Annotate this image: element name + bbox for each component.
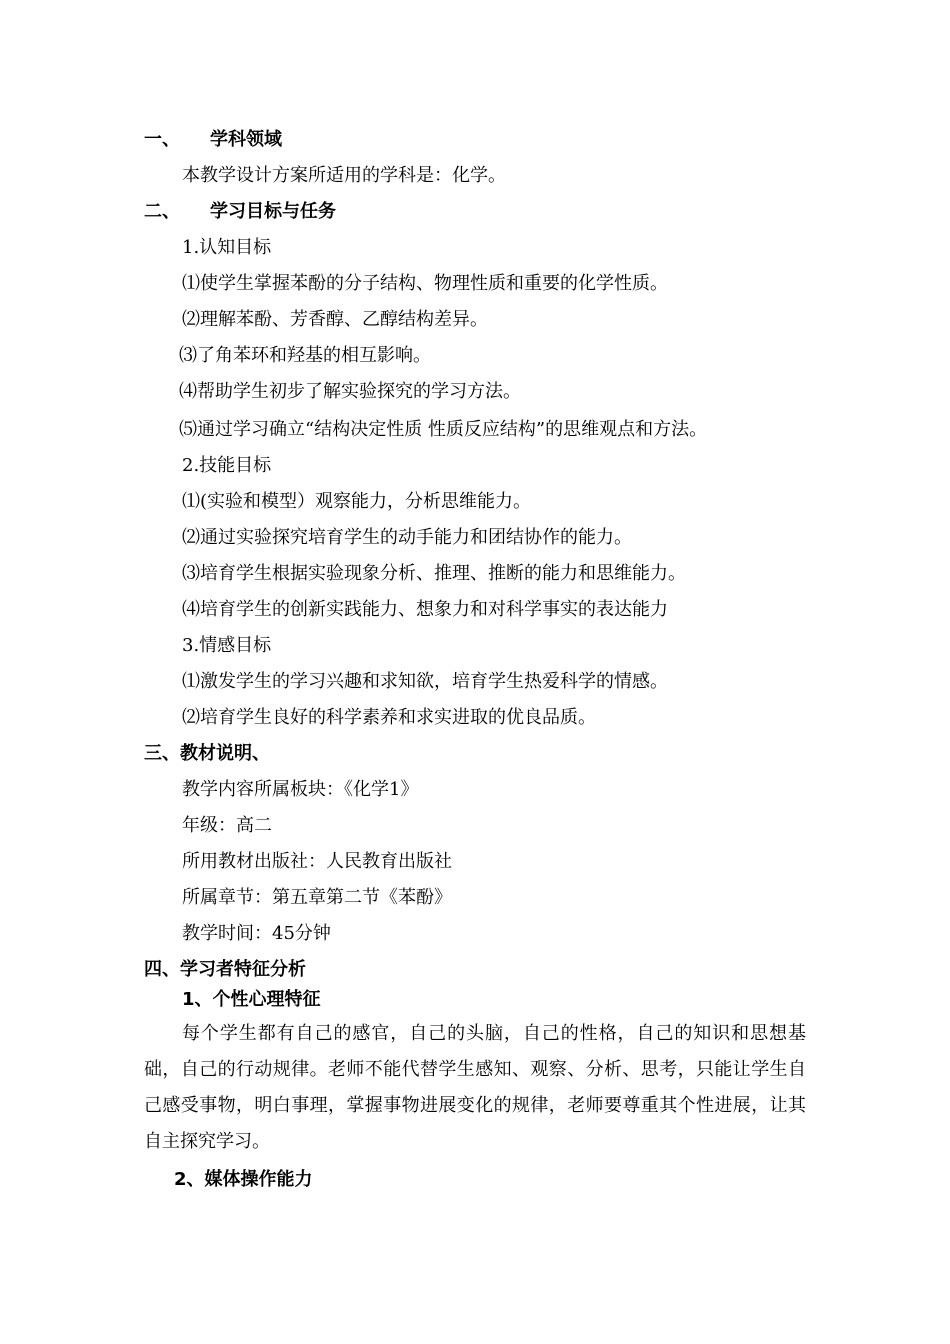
text-line: ⑶培育学生根据实验现象分析、推理、推断的能力和思维能力。 (182, 563, 686, 584)
section-number: 二、 (144, 201, 180, 222)
section-title: 学习目标与任务 (210, 201, 336, 222)
text-line: 2.技能目标 (182, 455, 272, 476)
text-line: 3.情感目标 (182, 635, 272, 656)
section-heading: 四、学习者特征分析 (144, 959, 306, 980)
text-line: 教学内容所属板块：《化学1》 (182, 779, 419, 800)
section-heading (144, 200, 336, 224)
section-heading: 三、教材说明、 (144, 743, 270, 764)
text-line: ⑶了角苯环和羟基的相互影响。 (179, 345, 431, 366)
text-line: ⑴激发学生的学习兴趣和求知欲，培育学生热爱科学的情感。 (182, 671, 668, 692)
text-line: ⑸通过学习确立“结构决定性质 性质反应结构”的思维观点和方法。 (179, 419, 708, 440)
text-line: ⑷帮助学生初步了解实验探究的学习方法。 (179, 381, 521, 402)
subheading: 1、个性心理特征 (182, 989, 321, 1010)
text-line: ⑴(实验和模型）观察能力，分析思维能力。 (182, 491, 532, 512)
text-line: 本教学设计方案所适用的学科是：化学。 (182, 165, 506, 186)
text-line: 所属章节：第五章第二节《苯酚》 (182, 887, 452, 908)
section-number: 一、 (144, 129, 180, 150)
section-heading (144, 128, 282, 152)
text-line: 教学时间：45分钟 (182, 923, 331, 944)
section-title: 学科领域 (210, 129, 282, 150)
text-line: 年级：高二 (182, 815, 272, 836)
text-line: 所用教材出版社：人民教育出版社 (182, 851, 452, 872)
text-line: ⑵培育学生良好的科学素养和求实进取的优良品质。 (182, 707, 596, 728)
text-line: ⑵理解苯酚、芳香醇、乙醇结构差异。 (182, 309, 488, 330)
text-line: ⑵通过实验探究培育学生的动手能力和团结协作的能力。 (182, 527, 632, 548)
text-line: ⑷培育学生的创新实践能力、想象力和对科学事实的表达能力 (182, 599, 668, 620)
subheading: 2、媒体操作能力 (174, 1169, 313, 1190)
text-line: 1.认知目标 (182, 237, 272, 258)
text-line: ⑴使学生掌握苯酚的分子结构、物理性质和重要的化学性质。 (182, 273, 668, 294)
paragraph: 每个学生都有自己的感官，自己的头脑，自己的性格，自己的知识和思想基础，自己的行动规律。老师不能代替学生感知、观察、分析、思考，只能让学生自己感受事物，明白事理，掌握事物进展变化的规律，老师要尊重其个性进展，让其自主探究学习。 (144, 1023, 806, 1152)
